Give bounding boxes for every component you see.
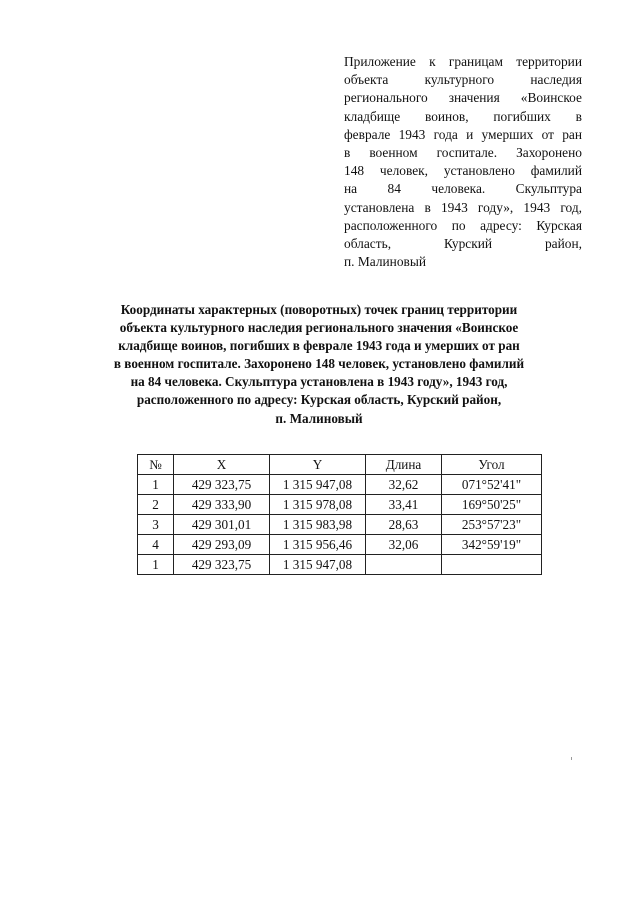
appendix-line: расположенного по адресу: Курская bbox=[344, 217, 582, 233]
cell-x: 429 301,01 bbox=[174, 515, 270, 535]
table-row bbox=[138, 515, 542, 535]
cell-x: 429 323,75 bbox=[174, 555, 270, 575]
cell-y: 1 315 947,08 bbox=[270, 555, 366, 575]
header-cell-length: Длина bbox=[366, 455, 442, 475]
appendix-line: в военном госпитале. Захоронено bbox=[344, 145, 582, 161]
cell-y: 1 315 956,46 bbox=[270, 535, 366, 555]
coordinates-table bbox=[137, 454, 542, 575]
header-cell-number: № bbox=[138, 455, 174, 475]
table-header-row bbox=[138, 455, 542, 475]
table-row bbox=[138, 535, 542, 555]
appendix-line: феврале 1943 года и умерших от ран bbox=[344, 126, 582, 142]
header-cell-y: Y bbox=[270, 455, 366, 475]
cell-length bbox=[366, 555, 442, 575]
appendix-line: кладбище воинов, погибших в bbox=[344, 108, 582, 124]
cell-number: 1 bbox=[138, 555, 174, 575]
header-cell-angle: Угол bbox=[442, 455, 542, 475]
title-line: п. Малиновый bbox=[275, 410, 363, 426]
cell-angle: 169°50'25" bbox=[442, 495, 542, 515]
cell-y: 1 315 947,08 bbox=[270, 475, 366, 495]
cell-length: 32,62 bbox=[366, 475, 442, 495]
appendix-line: объекта культурного наследия bbox=[344, 72, 582, 88]
table-row bbox=[138, 475, 542, 495]
cell-y: 1 315 978,08 bbox=[270, 495, 366, 515]
header-cell-x: X bbox=[174, 455, 270, 475]
cell-y: 1 315 983,98 bbox=[270, 515, 366, 535]
cell-angle: 342°59'19" bbox=[442, 535, 542, 555]
title-line: объекта культурного наследия регионального значения «Воинское bbox=[119, 320, 519, 336]
cell-x: 429 323,75 bbox=[174, 475, 270, 495]
appendix-line: п. Малиновый bbox=[344, 254, 427, 270]
cell-length: 28,63 bbox=[366, 515, 442, 535]
appendix-line: регионального значения «Воинское bbox=[344, 90, 582, 106]
title-line: на 84 человека. Скульптура установлена в 1943 году», 1943 год, bbox=[130, 374, 508, 390]
cell-angle: 071°52'41" bbox=[442, 475, 542, 495]
cell-number: 3 bbox=[138, 515, 174, 535]
appendix-note bbox=[344, 53, 582, 271]
appendix-line: на 84 человека. Скульптура bbox=[344, 181, 582, 197]
cell-number: 1 bbox=[138, 475, 174, 495]
cell-number: 4 bbox=[138, 535, 174, 555]
cell-length: 33,41 bbox=[366, 495, 442, 515]
appendix-line: Приложение к границам территории bbox=[344, 54, 582, 69]
title-line: расположенного по адресу: Курская область, Курский район, bbox=[136, 392, 502, 408]
title-line: кладбище воинов, погибших в феврале 1943 года и умерших от ран bbox=[118, 338, 520, 354]
appendix-line: 148 человек, установлено фамилий bbox=[344, 163, 582, 179]
table-row bbox=[138, 495, 542, 515]
appendix-line: область, Курский район, bbox=[344, 236, 582, 252]
title-line: в военном госпитале. Захоронено 148 человек, установлено фамилий bbox=[113, 356, 525, 372]
table-row bbox=[138, 555, 542, 575]
cell-x: 429 333,90 bbox=[174, 495, 270, 515]
title-line: Координаты характерных (поворотных) точек границ территории bbox=[120, 302, 518, 317]
scan-speck bbox=[571, 757, 572, 760]
cell-angle bbox=[442, 555, 542, 575]
cell-x: 429 293,09 bbox=[174, 535, 270, 555]
cell-number: 2 bbox=[138, 495, 174, 515]
appendix-line: установлена в 1943 году», 1943 год, bbox=[344, 199, 582, 215]
document-title bbox=[96, 301, 542, 428]
cell-length: 32,06 bbox=[366, 535, 442, 555]
cell-angle: 253°57'23" bbox=[442, 515, 542, 535]
